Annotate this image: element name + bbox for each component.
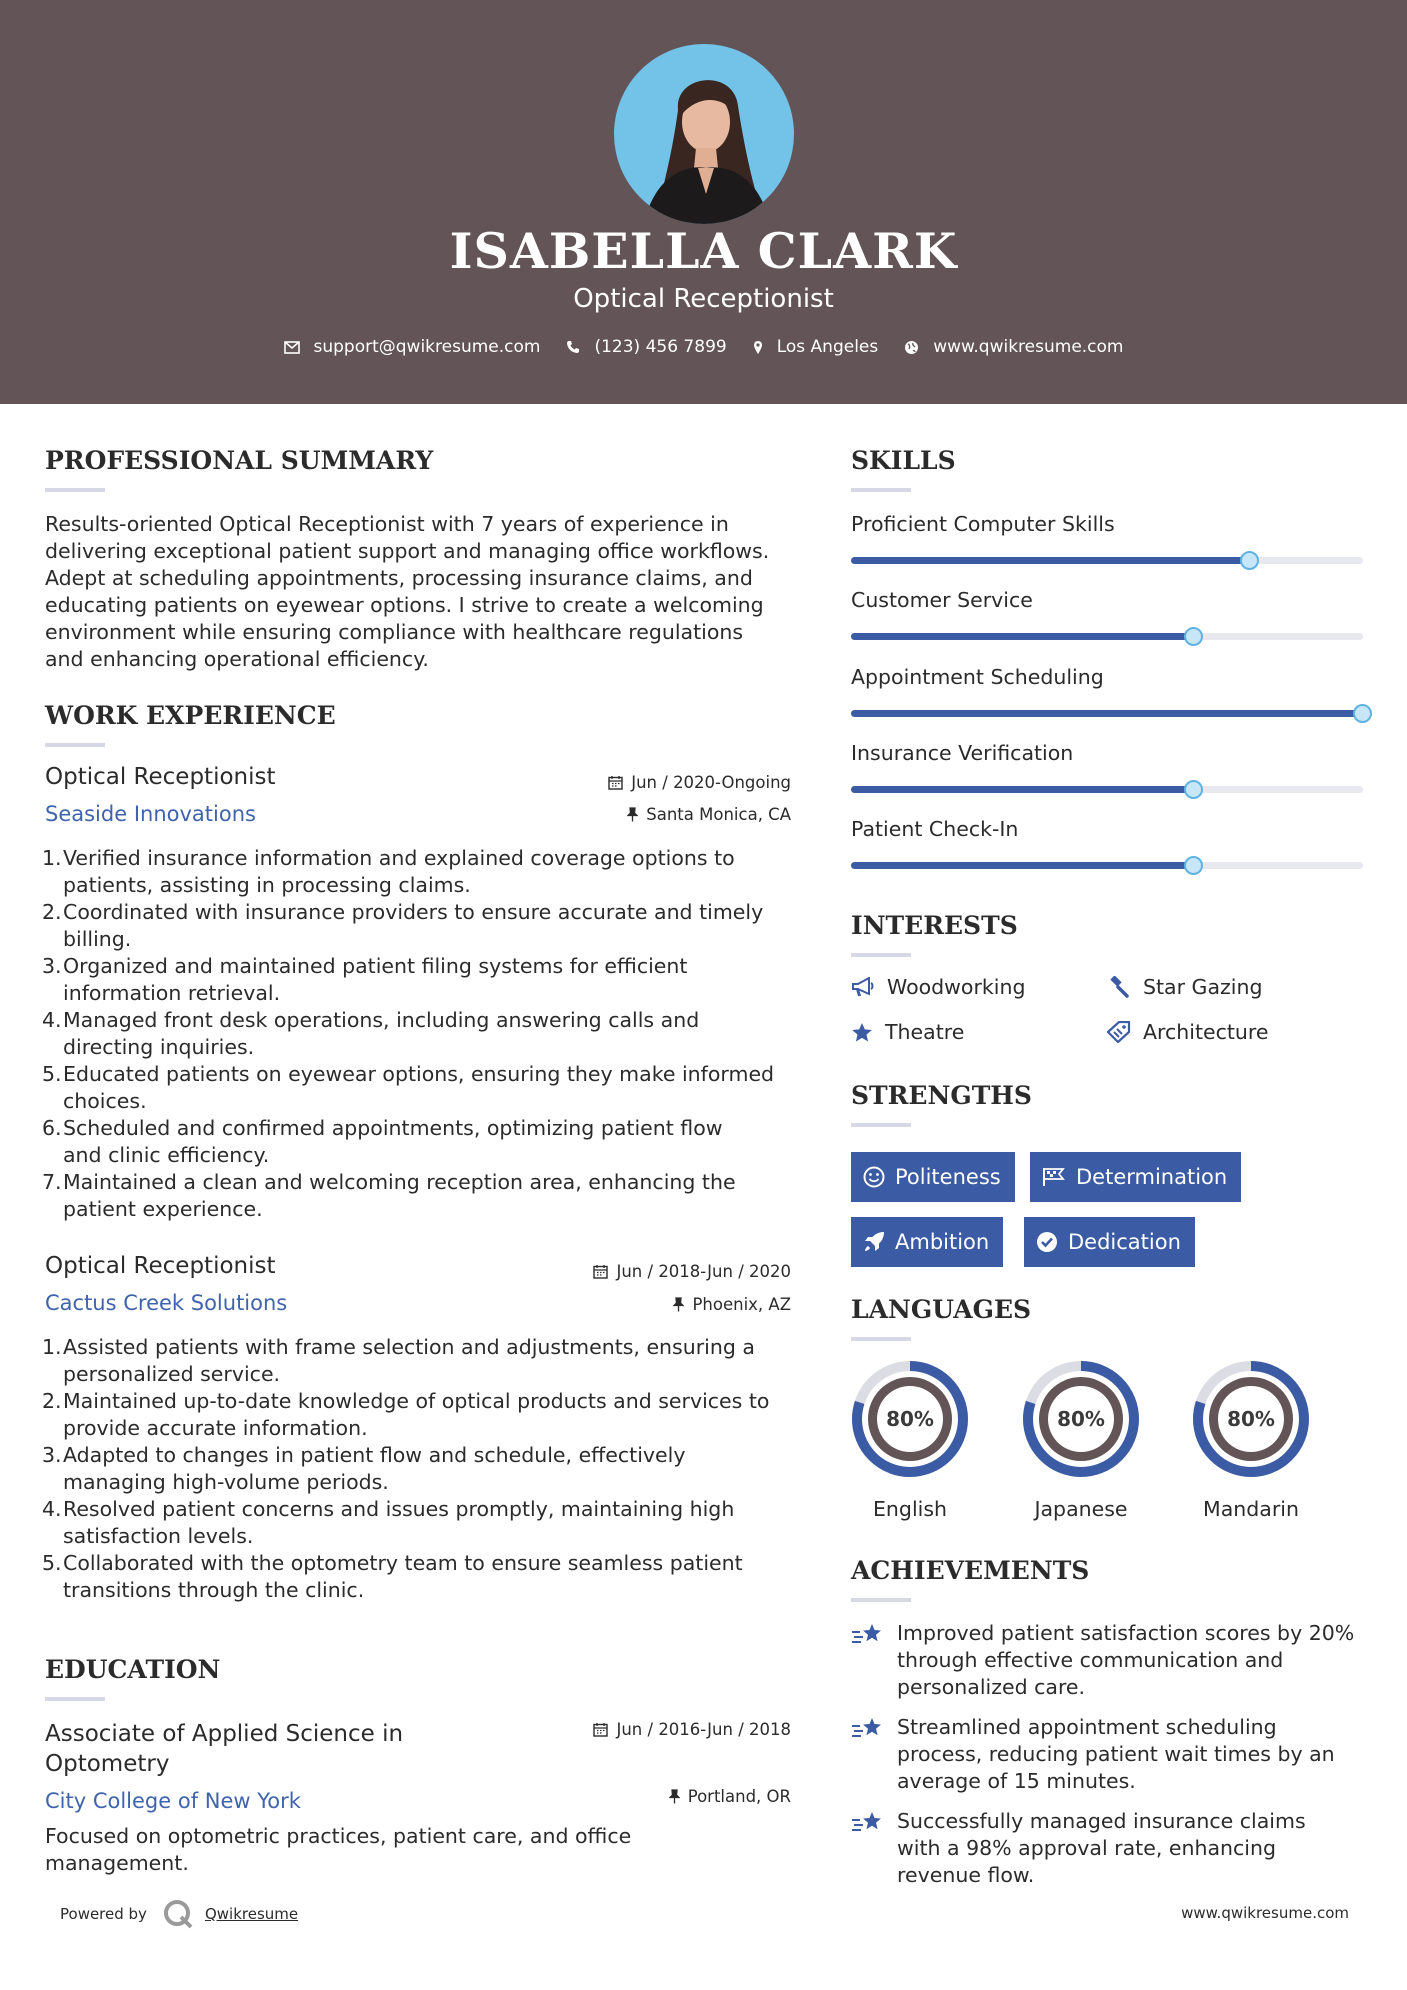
company-name[interactable]: Cactus Creek Solutions <box>45 1291 288 1315</box>
job-dates <box>608 773 791 792</box>
education-location <box>669 1787 791 1806</box>
list-item: 7. Maintained a clean and welcoming reception area, enhancing the patient experience. <box>42 1170 736 1221</box>
summary-line: environment while ensuring compliance with healthcare regulations <box>45 620 744 644</box>
skill-label: Insurance Verification <box>851 741 1074 765</box>
job-duties-list <box>42 845 815 1223</box>
map-pin-icon <box>753 340 763 355</box>
language-percent: 80% <box>1227 1407 1275 1431</box>
interest-item <box>851 975 1025 999</box>
language-item <box>848 1357 972 1521</box>
job-title: Optical Receptionist <box>45 764 276 790</box>
education-heading: EDUCATION <box>45 1655 221 1684</box>
pushpin-icon <box>673 1297 684 1312</box>
achievement-text: Improved patient satisfaction scores by 20% through effective communication and personalized care. <box>897 1621 1355 1699</box>
check-circle-icon <box>1036 1231 1058 1253</box>
degree-line: Associate of Applied Science in <box>45 1721 404 1747</box>
shooting-star-icon <box>851 1716 885 1742</box>
summary-line: Adept at scheduling appointments, processing insurance claims, and <box>45 566 753 590</box>
strength-label: Determination <box>1076 1165 1228 1189</box>
language-proficiency-ring <box>1189 1357 1313 1481</box>
list-item: 5. Educated patients on eyewear options, ensuring they make informed choices. <box>42 1062 775 1113</box>
strength-label: Dedication <box>1068 1230 1181 1254</box>
interest-label: Theatre <box>885 1020 965 1044</box>
achievement-item <box>851 1620 1371 1701</box>
strength-badge <box>1030 1152 1241 1202</box>
strength-badge <box>851 1152 1015 1202</box>
interest-item <box>1107 1020 1269 1044</box>
education-description <box>45 1823 805 1877</box>
section-divider <box>851 1598 911 1602</box>
summary-line: educating patients on eyewear options. I strive to create a welcoming <box>45 593 764 617</box>
envelope-icon <box>284 341 300 354</box>
skill-bar <box>851 557 1363 564</box>
tag-icon <box>1107 1021 1131 1043</box>
phone-text: (123) 456 7899 <box>594 337 727 357</box>
shooting-star-icon <box>851 1810 885 1836</box>
language-label: Mandarin <box>1203 1497 1299 1521</box>
skill-level-knob <box>1184 780 1203 799</box>
strength-badge <box>851 1217 1003 1267</box>
degree-line: Optometry <box>45 1751 170 1777</box>
calendar-icon <box>593 1722 608 1737</box>
interests-heading: INTERESTS <box>851 911 1018 940</box>
interest-label: Architecture <box>1143 1020 1269 1044</box>
bullhorn-icon <box>851 977 875 997</box>
pushpin-icon <box>669 1789 680 1804</box>
job-duties-list <box>42 1334 815 1604</box>
skill-level-knob <box>1353 704 1372 723</box>
location-text: Los Angeles <box>776 337 879 357</box>
strength-label: Ambition <box>895 1230 990 1254</box>
star-icon <box>851 1022 873 1043</box>
list-item: 4. Managed front desk operations, including answering calls and directing inquiries. <box>42 1008 700 1059</box>
dates-text: Jun / 2018-Jun / 2020 <box>616 1262 791 1281</box>
skill-label: Customer Service <box>851 588 1033 612</box>
section-divider <box>851 1123 911 1127</box>
job-location <box>673 1295 791 1314</box>
phone-icon <box>566 340 580 354</box>
degree-title <box>45 1719 403 1779</box>
profile-photo <box>614 44 794 224</box>
skill-bar-fill <box>851 786 1194 793</box>
language-label: Japanese <box>1034 1497 1128 1521</box>
strength-label: Politeness <box>895 1165 1001 1189</box>
section-divider <box>45 488 105 492</box>
skill-level-knob <box>1184 856 1203 875</box>
language-percent: 80% <box>886 1407 934 1431</box>
skill-bar-fill <box>851 862 1194 869</box>
achievements-heading: ACHIEVEMENTS <box>851 1556 1090 1585</box>
interest-item <box>851 1020 964 1044</box>
shooting-star-icon <box>851 1622 885 1648</box>
achievement-item <box>851 1808 1371 1889</box>
languages-heading: LANGUAGES <box>851 1295 1032 1324</box>
section-divider <box>45 1697 105 1701</box>
strength-badge <box>1024 1217 1195 1267</box>
pushpin-icon <box>627 807 638 822</box>
summary-text <box>45 511 805 673</box>
dates-text: Jun / 2016-Jun / 2018 <box>616 1720 791 1739</box>
list-item: 6. Scheduled and confirmed appointments, optimizing patient flow and clinic efficiency. <box>42 1116 723 1167</box>
candidate-title: Optical Receptionist <box>573 284 834 314</box>
list-item: 2. Coordinated with insurance providers to ensure accurate and timely billing. <box>42 900 764 951</box>
section-divider <box>45 743 105 747</box>
flag-icon <box>1042 1167 1066 1187</box>
education-dates <box>593 1720 791 1739</box>
resume-header <box>0 0 1407 404</box>
job-location <box>627 805 791 824</box>
gavel-icon <box>1107 976 1131 998</box>
summary-heading: PROFESSIONAL SUMMARY <box>45 446 434 475</box>
calendar-icon <box>608 775 623 790</box>
powered-by-text: Powered by <box>60 1905 147 1923</box>
interest-label: Woodworking <box>887 975 1026 999</box>
language-label: English <box>872 1497 948 1521</box>
description-line: Focused on optometric practices, patient care, and office <box>45 1824 632 1848</box>
section-divider <box>851 1337 911 1341</box>
section-divider <box>851 953 911 957</box>
skill-bar-fill <box>851 633 1194 640</box>
brand-link[interactable]: Qwikresume <box>204 1905 299 1923</box>
list-item: 5. Collaborated with the optometry team to ensure seamless patient transitions through the clinic. <box>42 1551 743 1602</box>
school-name[interactable]: City College of New York <box>45 1789 301 1813</box>
list-item: 2. Maintained up-to-date knowledge of optical products and services to provide accurate information. <box>42 1389 770 1440</box>
powered-by <box>60 1897 298 1931</box>
skills-heading: SKILLS <box>851 446 956 475</box>
email-text: support@qwikresume.com <box>313 337 541 357</box>
skill-level-knob <box>1184 627 1203 646</box>
calendar-icon <box>593 1264 608 1279</box>
list-item: 1. Verified insurance information and explained coverage options to patients, assisting in processing claims. <box>42 846 735 897</box>
company-name[interactable]: Seaside Innovations <box>45 802 256 826</box>
footer-website[interactable]: www.qwikresume.com <box>1181 1904 1349 1922</box>
job-dates <box>593 1262 791 1281</box>
contact-website[interactable] <box>904 337 1123 357</box>
skill-bar <box>851 786 1363 793</box>
website-text: www.qwikresume.com <box>933 337 1124 357</box>
achievement-text: Streamlined appointment scheduling process, reducing patient wait times by an average of 15 minutes. <box>897 1715 1335 1793</box>
location-text: Portland, OR <box>687 1787 791 1806</box>
list-item: 3. Adapted to changes in patient flow and schedule, effectively managing high-volume periods. <box>42 1443 686 1494</box>
qwikresume-logo-icon <box>161 1897 195 1931</box>
skill-bar-fill <box>851 710 1363 717</box>
list-item: 1. Assisted patients with frame selection and adjustments, ensuring a personalized service. <box>42 1335 755 1386</box>
skill-bar <box>851 710 1363 717</box>
skill-label: Appointment Scheduling <box>851 665 1104 689</box>
interest-label: Star Gazing <box>1143 975 1263 999</box>
skill-bar-fill <box>851 557 1250 564</box>
skill-bar <box>851 862 1363 869</box>
section-divider <box>851 488 911 492</box>
location-text: Phoenix, AZ <box>692 1295 791 1314</box>
skill-label: Proficient Computer Skills <box>851 512 1115 536</box>
candidate-name: ISABELLA CLARK <box>449 222 958 280</box>
skill-label: Patient Check-In <box>851 817 1019 841</box>
rocket-icon <box>863 1231 885 1253</box>
language-percent: 80% <box>1057 1407 1105 1431</box>
experience-heading: WORK EXPERIENCE <box>45 701 336 730</box>
achievement-text: Successfully managed insurance claims with a 98% approval rate, enhancing revenue flow. <box>897 1809 1306 1887</box>
interest-item <box>1107 975 1262 999</box>
achievement-item <box>851 1714 1371 1795</box>
contact-email[interactable] <box>284 337 541 357</box>
location-text: Santa Monica, CA <box>646 805 791 824</box>
person-avatar-icon <box>614 44 794 224</box>
description-line: management. <box>45 1851 189 1875</box>
smile-icon <box>863 1166 885 1188</box>
globe-icon <box>904 340 919 355</box>
summary-line: and enhancing operational efficiency. <box>45 647 429 671</box>
contact-location <box>753 337 879 357</box>
skill-bar <box>851 633 1363 640</box>
contact-bar <box>0 337 1407 357</box>
skill-level-knob <box>1240 551 1259 570</box>
dates-text: Jun / 2020-Ongoing <box>631 773 791 792</box>
contact-phone[interactable] <box>566 337 726 357</box>
summary-line: delivering exceptional patient support and managing office workflows. <box>45 539 770 563</box>
summary-line: Results-oriented Optical Receptionist with 7 years of experience in <box>45 512 729 536</box>
job-title: Optical Receptionist <box>45 1253 276 1279</box>
list-item: 4. Resolved patient concerns and issues promptly, maintaining high satisfaction levels. <box>42 1497 735 1548</box>
language-proficiency-ring <box>848 1357 972 1481</box>
list-item: 3. Organized and maintained patient filing systems for efficient information retrieval. <box>42 954 688 1005</box>
language-proficiency-ring <box>1019 1357 1143 1481</box>
language-item <box>1189 1357 1313 1521</box>
language-item <box>1019 1357 1143 1521</box>
strengths-heading: STRENGTHS <box>851 1081 1032 1110</box>
